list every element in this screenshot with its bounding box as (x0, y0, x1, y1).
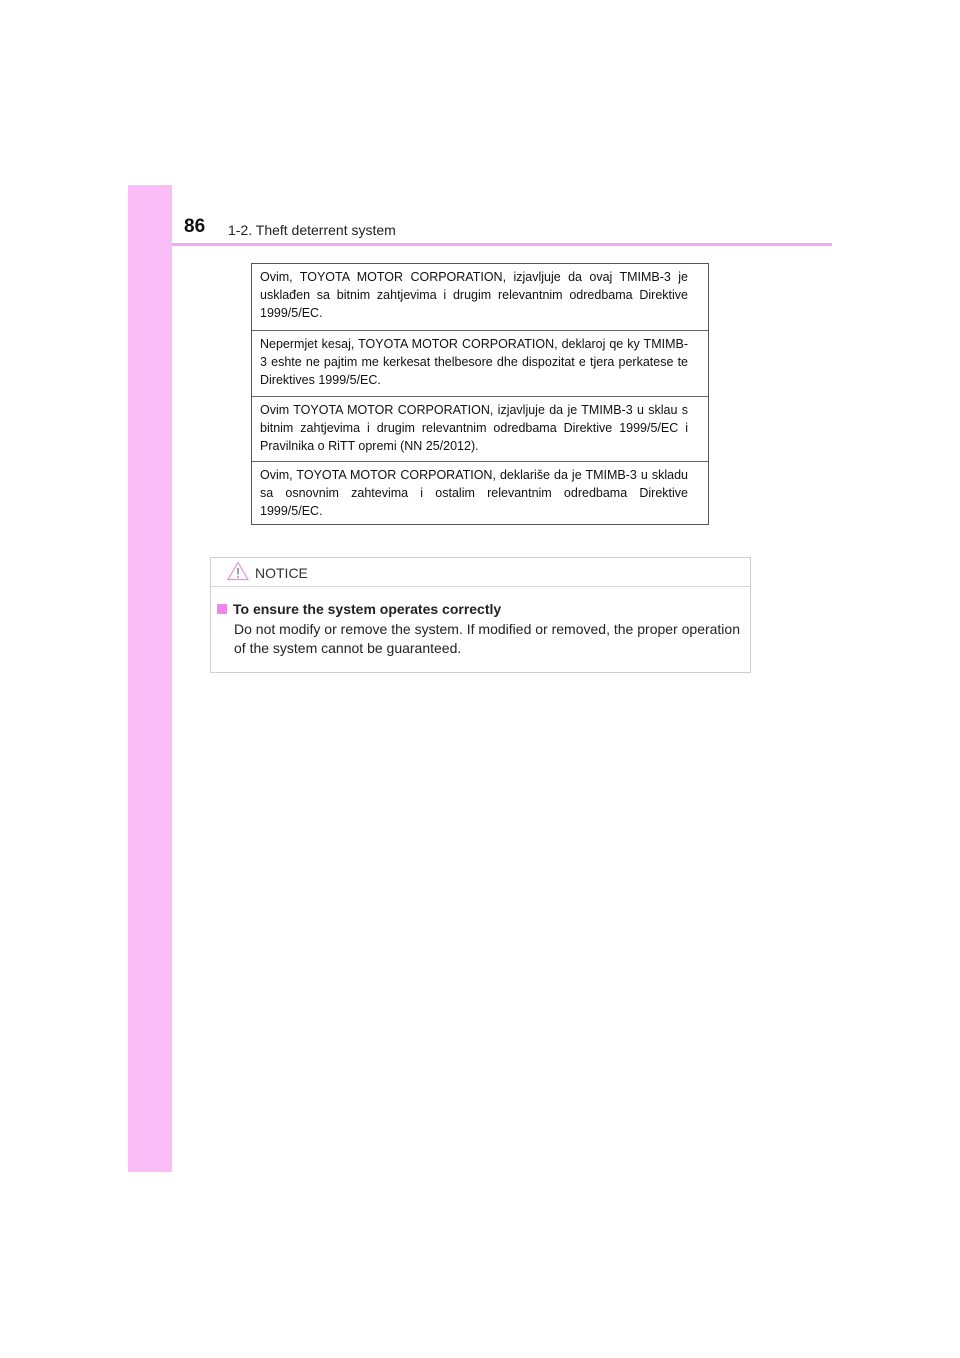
declarations-table (251, 263, 709, 525)
declaration-bosnian: Ovim, TOYOTA MOTOR CORPORATION, izjavljuje da ovaj TMIMB-3 je usklađen sa bitnim zahtjevima i drugim relevantnim odredbama Direktive 1999/5/EC. (260, 270, 688, 320)
notice-body (211, 587, 750, 658)
section-title: 1-2. Theft deterrent system (228, 222, 396, 238)
notice-subtitle-text: To ensure the system operates correctly (233, 601, 502, 617)
notice-box (210, 557, 751, 673)
chapter-side-tab (128, 185, 172, 1172)
header-divider (172, 243, 832, 246)
page-number: 86 (184, 216, 206, 237)
declaration-albanian: Nepermjet kesaj, TOYOTA MOTOR CORPORATION, deklaroj qe ky TMIMB-3 eshte ne pajtim me kerkesat thelbesore dhe dispozitat e tjera perkatese te Direktives 1999/5/EC. (252, 330, 708, 396)
declaration-serbian: Ovim, TOYOTA MOTOR CORPORATION, deklariše da je TMIMB-3 u skladu sa osnovnim zahtevima i ostalim relevantnim odredbama Direktive 1999/5/EC. (252, 461, 708, 525)
notice-header (211, 558, 750, 587)
declaration-croatian: Ovim TOYOTA MOTOR CORPORATION, izjavljuje da je TMIMB-3 u sklau s bitnim zahtjevima i drugim relevantnim odredbama Direktive 1999/5/EC i Pravilnika o RiTT opremi (NN 25/2012). (252, 396, 708, 461)
notice-text: Do not modify or remove the system. If modified or removed, the proper operation of the system cannot be guaranteed. (234, 621, 740, 656)
square-bullet-icon (217, 604, 227, 614)
notice-subtitle (217, 600, 740, 618)
warning-triangle-icon (227, 561, 249, 581)
notice-label: NOTICE (255, 565, 308, 581)
